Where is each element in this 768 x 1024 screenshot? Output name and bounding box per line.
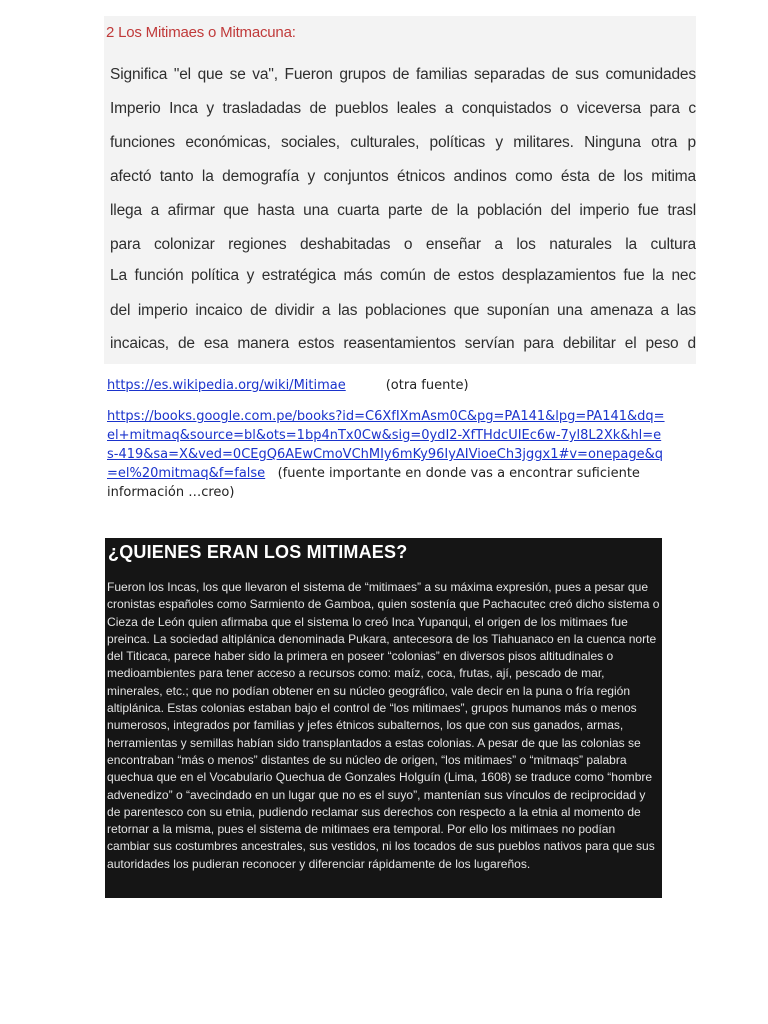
scan-line: Imperio Inca y trasladadas de pueblos leales a conquistados o viceversa para c [110,100,696,117]
scan-line: Significa "el que se va", Fueron grupos de familias separadas de sus comunidades [110,66,696,83]
scan-heading: 2 Los Mitimaes o Mitmacuna: [106,24,296,41]
section-title: ¿QUIENES ERAN LOS MITIMAES? [108,542,408,562]
scan-line: para colonizar regiones deshabitadas o enseñar a los naturales la cultura [110,236,696,253]
scan-line: funciones económicas, sociales, culturales, políticas y militares. Ninguna otra p [110,134,696,151]
google-books-link[interactable]: https://books.google.com.pe/books?id=C6XfIXmAsm0C&pg=PA141&lpg=PA141&dq=el+mitmaq&source=bl&ots=1bp4nTx0Cw&sig=0ydI2-XfTHdcUIEc6w-7yl8L2Xk&hl=es-419&sa=X&ved=0CEgQ6AEwCmoVChMIy6mKy96IyAIVioeCh3jggx1#v=onepage&q=el%20mitmaq&f=false [107,409,665,481]
source-links [107,376,667,502]
wikipedia-source [107,376,667,395]
scan-line: llega a afirmar que hasta una cuarta parte de la población del imperio fue trasl [110,202,696,219]
wikipedia-note: (otra fuente) [385,378,469,393]
scanned-text-image [104,16,696,364]
scan-line: del imperio incaico de dividir a las poblaciones que suponían una amenaza a las [110,302,696,319]
scan-line: La función política y estratégica más común de estos desplazamientos fue la nec [110,267,696,284]
section-body: Fueron los Incas, los que llevaron el sistema de “mitimaes” a su máxima expresión, pues a pesar que cronistas españoles como Sarmiento de Gamboa, quien sostenía que Pachacutec creó dicho sistema o Cieza de León quien afirmaba que el sistema lo creó Inca Yupanqui, el origen de los mitimaes fue preinca. La sociedad altiplánica denominada Pukara, antecesora de los Tiahuanaco en la cuenca norte del Titicaca, parece haber sido la primera en poseer “colonias” en diversos pisos altitudinales o medioambientes para tener acceso a recursos como: maíz, coca, frutas, ají, pescado de mar, minerales, etc.; que no podían obtener en su núcleo geográfico, vale decir en la puna o fría región altiplánica. Estas colonias estaban bajo el control de “los mitimaes”, grupos humanos más o menos numerosos, integrados por familias y jefes étnicos subalternos, los que con sus ganados, armas, herramientas y semillas habían sido transplantados a estas colonias. A pesar de que las colonias se encontraban “más o menos” distantes de su núcleo de origen, “los mitimaes” o “mitmaqs” palabra quechua que en el Vocabulario Quechua de Gonzales Holguín (Lima, 1608) se traduce como “hombre advenedizo” o “avecindado en un lugar que no es el suyo”, mantenían sus vínculos de reciprocidad y de parentesco con su etnia, pudiendo reclamar sus derechos con respecto a la etnia al momento de retornar a la misma, pues el sistema de mitimaes era temporal. Por ello los mitimaes no podían cambiar sus costumbres ancestrales, sus vestidos, ni los tocados de sus pueblos nativos para que sus autoridades los pudieran reconocer y diferenciar rápidamente de los lugareños. [107,580,660,871]
scan-line: incaicas, de esa manera estos reasentamientos servían para debilitar el peso d [110,335,696,352]
wikipedia-link[interactable]: https://es.wikipedia.org/wiki/Mitimae [107,378,346,393]
google-books-note: (fuente importante en donde vas a encontrar suficiente información …creo) [107,466,640,500]
mitimaes-section [105,538,662,898]
scan-line: afectó tanto la demografía y conjuntos étnicos andinos como ésta de los mitima [110,168,696,185]
google-books-source [107,407,667,502]
